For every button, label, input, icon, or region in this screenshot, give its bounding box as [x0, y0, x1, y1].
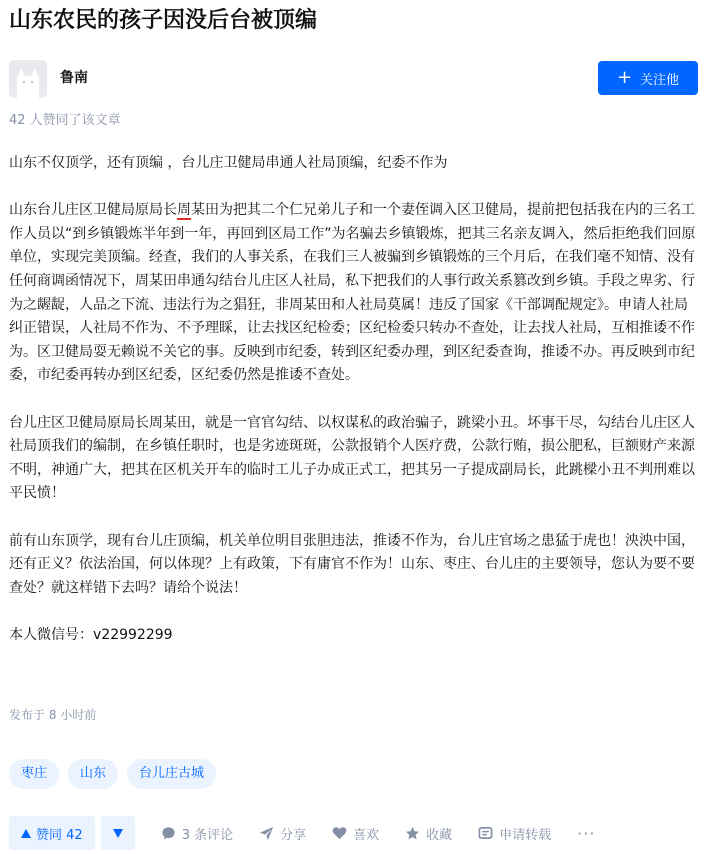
paper-plane-icon — [259, 826, 274, 841]
comment-bubble-icon — [161, 826, 176, 841]
action-bar — [9, 816, 595, 850]
upvote-label: 赞同 42 — [36, 827, 83, 843]
paragraph-text: 山东台儿庄区卫健局原局长 — [9, 202, 177, 219]
author-name[interactable]: 鲁南 — [60, 70, 88, 86]
reprint-button[interactable] — [478, 824, 551, 843]
spellcheck-underline: 周 — [177, 202, 191, 219]
upvote-button[interactable] — [9, 816, 95, 850]
paragraph: 本人微信号：v22992299 — [9, 626, 173, 643]
comment-button[interactable] — [161, 824, 233, 843]
article-content — [9, 152, 699, 647]
upvote-summary: 42 人赞同了该文章 — [9, 113, 121, 128]
cat-avatar-icon — [9, 60, 47, 98]
favorite-button[interactable] — [405, 824, 452, 843]
star-icon — [405, 826, 420, 841]
plus-icon: + — [616, 67, 633, 88]
heart-icon — [332, 826, 347, 840]
more-options-icon[interactable]: ··· — [577, 823, 596, 843]
like-button[interactable] — [332, 824, 379, 843]
downvote-button[interactable] — [101, 816, 135, 850]
author-avatar[interactable] — [9, 60, 47, 98]
share-label: 分享 — [280, 827, 307, 843]
triangle-up-icon — [21, 829, 31, 838]
comment-label: 3 条评论 — [181, 827, 234, 843]
tag-taierzhuang[interactable]: 台儿庄古城 — [127, 759, 216, 789]
paragraph — [9, 199, 699, 388]
publish-time: 发布于 8 小时前 — [9, 708, 97, 722]
article-title: 山东农民的孩子因没后台被顶编 — [9, 8, 318, 33]
favorite-label: 收藏 — [426, 827, 453, 843]
share-button[interactable] — [259, 824, 306, 843]
follow-button[interactable] — [598, 61, 698, 95]
paragraph: 前有山东顶学，现有台儿庄顶编，机关单位明目张胆违法，推诿不作为，台儿庄官场之患猛于虎也！泱泱中国，还有正义？依法治国，何以体现？上有政策，下有庸官不作为！山东、枣庄、台儿庄的主要领导，您认为要不要查处？就这样错下去吗？请给个说法！ — [9, 532, 695, 596]
triangle-down-icon — [113, 829, 123, 838]
tag-zaozhuang[interactable]: 枣庄 — [9, 759, 59, 789]
tag-shandong[interactable]: 山东 — [68, 759, 118, 789]
like-label: 喜欢 — [353, 827, 380, 843]
paragraph-text: 某田为把其二个仁兄弟儿子和一个妻侄调入区卫健局，提前把包括我在内的三名工作人员以“到乡镇锻炼半年到一年，再回到区局工作”为名骗去乡镇锻炼，把其三名亲友调入，然后拒绝我们回原单位，实现完美顶编。经查，我们的人事关系，在我们三人被骗到乡镇锻炼的三个月后，在我们毫不知情、没有任何商调函情况下，周某田串通勾结台儿庄区人社局，私下把我们的人事行政关系篡改到乡镇。手段之卑劣、行为之龌龊，人品之下流、违法行为之猖狂，非周某田和人社局莫属！违反了国家《干部调配规定》。申请人社局纠正错误，人社局不作为、不予理睬，让去找区纪检委；区纪检委只转办不查处，让去找人社局，互相推诿不作为。区卫健局耍无赖说不关它的事。反映到市纪委，转到区纪委办理，到区纪委查询，推诿不办。再反映到市纪委，市纪委再转办到区纪委，区纪委仍然是推诿不查处。 — [9, 202, 696, 384]
paragraph: 山东不仅顶学，还有顶编 ，台儿庄卫健局串通人社局顶编，纪委不作为 — [9, 155, 448, 171]
document-icon — [478, 826, 493, 840]
follow-label: 关注他 — [640, 72, 680, 88]
reprint-label: 申请转载 — [499, 827, 552, 843]
paragraph: 台儿庄区卫健局原局长周某田，就是一官官勾结、以权谋私的政治骗子，跳梁小丑。坏事干尽，勾结台儿庄区人社局顶我们的编制，在乡镇任职时，也是劣迹斑斑，公款报销个人医疗费，公款行贿，损公肥私，巨额财产来源不明，神通广大，把其在区机关开车的临时工儿子办成正式工，把其另一子提成副局长，此跳樑小丑不判刑难以平民愤！ — [9, 414, 695, 502]
topic-tags — [9, 759, 216, 789]
